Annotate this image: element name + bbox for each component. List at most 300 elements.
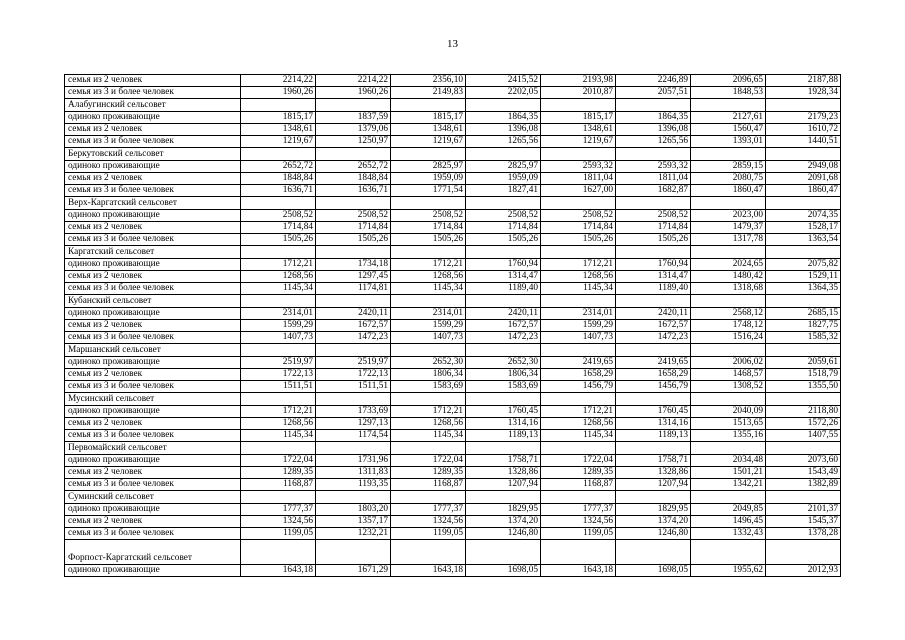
row-label: семья из 3 и более человек	[65, 136, 241, 148]
value-cell: 1803,20	[316, 504, 391, 516]
table-row	[65, 455, 841, 467]
value-cell: 2508,52	[541, 210, 616, 222]
empty-cell	[466, 197, 541, 210]
value-cell: 1472,23	[466, 332, 541, 344]
table-row	[65, 406, 841, 418]
value-cell: 1682,87	[616, 185, 691, 197]
value-cell: 2073,60	[766, 455, 841, 467]
value-cell: 2214,22	[316, 75, 391, 87]
value-cell: 1189,40	[616, 283, 691, 295]
table-row	[65, 565, 841, 577]
value-cell: 1712,21	[391, 259, 466, 271]
table-row	[65, 308, 841, 320]
empty-cell	[766, 540, 841, 565]
value-cell: 1599,29	[391, 320, 466, 332]
empty-cell	[316, 344, 391, 357]
value-cell: 1583,69	[391, 381, 466, 393]
row-label: семья из 2 человек	[65, 222, 241, 234]
value-cell: 1860,47	[691, 185, 766, 197]
value-cell: 1456,79	[541, 381, 616, 393]
value-cell: 1714,84	[316, 222, 391, 234]
section-header-row	[65, 393, 841, 406]
empty-cell	[541, 99, 616, 112]
empty-cell	[241, 197, 316, 210]
value-cell: 2193,98	[541, 75, 616, 87]
value-cell: 1806,34	[391, 369, 466, 381]
empty-cell	[466, 148, 541, 161]
value-cell: 1189,13	[616, 430, 691, 442]
value-cell: 1714,84	[241, 222, 316, 234]
empty-cell	[691, 295, 766, 308]
value-cell: 1712,21	[541, 259, 616, 271]
value-cell: 1722,13	[241, 369, 316, 381]
section-name: Мусинский сельсовет	[65, 393, 241, 406]
table-row	[65, 112, 841, 124]
value-cell: 1318,68	[691, 283, 766, 295]
empty-cell	[391, 393, 466, 406]
section-header-row	[65, 99, 841, 112]
table-row	[65, 185, 841, 197]
value-cell: 1348,61	[391, 124, 466, 136]
value-cell: 1246,80	[466, 528, 541, 540]
empty-cell	[691, 148, 766, 161]
section-name: Кубанский сельсовет	[65, 295, 241, 308]
value-cell: 1811,04	[616, 173, 691, 185]
section-name: Каргатский сельсовет	[65, 246, 241, 259]
value-cell: 1829,95	[466, 504, 541, 516]
value-cell: 1712,21	[391, 406, 466, 418]
value-cell: 1145,34	[391, 283, 466, 295]
value-cell: 1712,21	[241, 259, 316, 271]
table-row	[65, 75, 841, 87]
value-cell: 2057,51	[616, 87, 691, 99]
value-cell: 2074,35	[766, 210, 841, 222]
value-cell: 1324,56	[241, 516, 316, 528]
value-cell: 1145,34	[241, 283, 316, 295]
empty-cell	[616, 99, 691, 112]
section-name: Первомайский сельсовет	[65, 442, 241, 455]
value-cell: 1848,53	[691, 87, 766, 99]
value-cell: 2652,72	[316, 161, 391, 173]
table-row	[65, 222, 841, 234]
row-label: семья из 2 человек	[65, 418, 241, 430]
empty-cell	[241, 491, 316, 504]
value-cell: 1760,45	[466, 406, 541, 418]
empty-cell	[241, 393, 316, 406]
value-cell: 2118,80	[766, 406, 841, 418]
value-cell: 1864,35	[616, 112, 691, 124]
row-label: одиноко проживающие	[65, 308, 241, 320]
row-label: одиноко проживающие	[65, 565, 241, 577]
table-row	[65, 516, 841, 528]
value-cell: 1348,61	[541, 124, 616, 136]
value-cell: 1199,05	[241, 528, 316, 540]
value-cell: 2023,00	[691, 210, 766, 222]
value-cell: 1219,67	[391, 136, 466, 148]
value-cell: 1771,54	[391, 185, 466, 197]
row-label: семья из 3 и более человек	[65, 479, 241, 491]
empty-cell	[691, 344, 766, 357]
empty-cell	[691, 99, 766, 112]
value-cell: 1168,87	[391, 479, 466, 491]
value-cell: 1583,69	[466, 381, 541, 393]
value-cell: 1374,20	[466, 516, 541, 528]
table-row	[65, 357, 841, 369]
empty-cell	[316, 246, 391, 259]
empty-cell	[541, 148, 616, 161]
value-cell: 1193,35	[316, 479, 391, 491]
value-cell: 1355,50	[766, 381, 841, 393]
value-cell: 1672,57	[466, 320, 541, 332]
empty-cell	[766, 393, 841, 406]
value-cell: 1672,57	[616, 320, 691, 332]
empty-cell	[241, 148, 316, 161]
value-cell: 1232,21	[316, 528, 391, 540]
value-cell: 1714,84	[391, 222, 466, 234]
value-cell: 1189,40	[466, 283, 541, 295]
value-cell: 1760,45	[616, 406, 691, 418]
value-cell: 1174,54	[316, 430, 391, 442]
empty-cell	[241, 246, 316, 259]
value-cell: 1314,47	[616, 271, 691, 283]
value-cell: 1314,16	[616, 418, 691, 430]
value-cell: 1815,17	[391, 112, 466, 124]
empty-cell	[391, 295, 466, 308]
empty-cell	[541, 344, 616, 357]
value-cell: 1407,55	[766, 430, 841, 442]
value-cell: 2593,32	[616, 161, 691, 173]
row-label: одиноко проживающие	[65, 455, 241, 467]
row-label: семья из 2 человек	[65, 124, 241, 136]
value-cell: 1501,21	[691, 467, 766, 479]
value-cell: 1396,08	[466, 124, 541, 136]
value-cell: 1250,97	[316, 136, 391, 148]
section-name: Верх-Каргатский сельсовет	[65, 197, 241, 210]
value-cell: 1168,87	[541, 479, 616, 491]
value-cell: 1758,71	[616, 455, 691, 467]
value-cell: 1357,17	[316, 516, 391, 528]
value-cell: 1643,18	[541, 565, 616, 577]
table-row	[65, 369, 841, 381]
empty-cell	[766, 148, 841, 161]
row-label: одиноко проживающие	[65, 210, 241, 222]
value-cell: 1472,23	[316, 332, 391, 344]
value-cell: 2010,87	[541, 87, 616, 99]
value-cell: 1207,94	[466, 479, 541, 491]
value-cell: 2202,05	[466, 87, 541, 99]
value-cell: 1827,75	[766, 320, 841, 332]
value-cell: 1265,56	[466, 136, 541, 148]
section-header-row	[65, 246, 841, 259]
value-cell: 2049,85	[691, 504, 766, 516]
empty-cell	[766, 295, 841, 308]
value-cell: 2420,11	[316, 308, 391, 320]
value-cell: 1480,42	[691, 271, 766, 283]
table-row	[65, 234, 841, 246]
value-cell: 1837,59	[316, 112, 391, 124]
value-cell: 2593,32	[541, 161, 616, 173]
empty-cell	[241, 295, 316, 308]
value-cell: 1289,35	[241, 467, 316, 479]
empty-cell	[616, 344, 691, 357]
table-row	[65, 173, 841, 185]
value-cell: 1407,73	[391, 332, 466, 344]
value-cell: 1297,13	[316, 418, 391, 430]
value-cell: 1714,84	[616, 222, 691, 234]
value-cell: 1289,35	[391, 467, 466, 479]
value-cell: 1268,56	[391, 271, 466, 283]
empty-cell	[766, 442, 841, 455]
value-cell: 1199,05	[391, 528, 466, 540]
value-cell: 2508,52	[616, 210, 691, 222]
value-cell: 1815,17	[541, 112, 616, 124]
empty-cell	[466, 540, 541, 565]
row-label: семья из 2 человек	[65, 320, 241, 332]
value-cell: 1355,16	[691, 430, 766, 442]
value-cell: 2419,65	[541, 357, 616, 369]
row-label: семья из 3 и более человек	[65, 234, 241, 246]
value-cell: 1308,52	[691, 381, 766, 393]
value-cell: 1712,21	[541, 406, 616, 418]
value-cell: 1207,94	[616, 479, 691, 491]
value-cell: 1317,78	[691, 234, 766, 246]
value-cell: 1722,13	[316, 369, 391, 381]
value-cell: 1829,95	[616, 504, 691, 516]
value-cell: 1848,84	[316, 173, 391, 185]
value-cell: 1636,71	[241, 185, 316, 197]
value-cell: 1712,21	[241, 406, 316, 418]
value-cell: 2214,22	[241, 75, 316, 87]
table-row	[65, 271, 841, 283]
value-cell: 1585,32	[766, 332, 841, 344]
value-cell: 1311,83	[316, 467, 391, 479]
value-cell: 1440,51	[766, 136, 841, 148]
value-cell: 2859,15	[691, 161, 766, 173]
value-cell: 2101,37	[766, 504, 841, 516]
value-cell: 2825,97	[391, 161, 466, 173]
value-cell: 1496,45	[691, 516, 766, 528]
value-cell: 2652,72	[241, 161, 316, 173]
value-cell: 1472,23	[616, 332, 691, 344]
row-label: семья из 2 человек	[65, 75, 241, 87]
row-label: семья из 3 и более человек	[65, 430, 241, 442]
row-label: одиноко проживающие	[65, 112, 241, 124]
value-cell: 1698,05	[616, 565, 691, 577]
value-cell: 1627,00	[541, 185, 616, 197]
value-cell: 2179,23	[766, 112, 841, 124]
value-cell: 1572,26	[766, 418, 841, 430]
value-cell: 2508,52	[316, 210, 391, 222]
value-cell: 1636,71	[316, 185, 391, 197]
empty-cell	[766, 491, 841, 504]
empty-cell	[691, 491, 766, 504]
empty-cell	[691, 393, 766, 406]
value-cell: 1543,49	[766, 467, 841, 479]
value-cell: 1955,62	[691, 565, 766, 577]
row-label: семья из 2 человек	[65, 173, 241, 185]
value-cell: 1268,56	[541, 418, 616, 430]
value-cell: 1748,12	[691, 320, 766, 332]
empty-cell	[766, 344, 841, 357]
empty-cell	[541, 393, 616, 406]
empty-cell	[466, 246, 541, 259]
value-cell: 1382,89	[766, 479, 841, 491]
value-cell: 1219,67	[541, 136, 616, 148]
value-cell: 2519,97	[316, 357, 391, 369]
value-cell: 1145,34	[541, 430, 616, 442]
value-cell: 2246,89	[616, 75, 691, 87]
empty-cell	[466, 99, 541, 112]
row-label: семья из 3 и более человек	[65, 332, 241, 344]
empty-cell	[691, 540, 766, 565]
value-cell: 2314,01	[241, 308, 316, 320]
value-cell: 2420,11	[616, 308, 691, 320]
value-cell: 1332,43	[691, 528, 766, 540]
empty-cell	[316, 99, 391, 112]
section-header-row	[65, 148, 841, 161]
value-cell: 1324,56	[541, 516, 616, 528]
value-cell: 1189,13	[466, 430, 541, 442]
value-cell: 1959,09	[466, 173, 541, 185]
value-cell: 1505,26	[391, 234, 466, 246]
value-cell: 1864,35	[466, 112, 541, 124]
value-cell: 1145,34	[241, 430, 316, 442]
value-cell: 1545,37	[766, 516, 841, 528]
value-cell: 1643,18	[391, 565, 466, 577]
value-cell: 2508,52	[391, 210, 466, 222]
value-cell: 1396,08	[616, 124, 691, 136]
value-cell: 1518,79	[766, 369, 841, 381]
empty-cell	[466, 393, 541, 406]
value-cell: 1643,18	[241, 565, 316, 577]
table-row	[65, 161, 841, 173]
value-cell: 2080,75	[691, 173, 766, 185]
table-row	[65, 381, 841, 393]
empty-cell	[391, 197, 466, 210]
value-cell: 2415,52	[466, 75, 541, 87]
row-label: семья из 2 человек	[65, 467, 241, 479]
row-label: одиноко проживающие	[65, 259, 241, 271]
value-cell: 1314,47	[466, 271, 541, 283]
empty-cell	[766, 246, 841, 259]
value-cell: 2949,08	[766, 161, 841, 173]
value-cell: 1560,47	[691, 124, 766, 136]
value-cell: 1328,86	[466, 467, 541, 479]
value-cell: 2568,12	[691, 308, 766, 320]
empty-cell	[691, 442, 766, 455]
value-cell: 1815,17	[241, 112, 316, 124]
value-cell: 1714,84	[466, 222, 541, 234]
value-cell: 1722,04	[391, 455, 466, 467]
row-label: семья из 3 и более человек	[65, 185, 241, 197]
value-cell: 1806,34	[466, 369, 541, 381]
row-label: одиноко проживающие	[65, 357, 241, 369]
table-row	[65, 479, 841, 491]
section-header-row	[65, 540, 841, 565]
row-label: семья из 3 и более человек	[65, 381, 241, 393]
value-cell: 2024,65	[691, 259, 766, 271]
section-name: Беркутовский сельсовет	[65, 148, 241, 161]
empty-cell	[616, 295, 691, 308]
section-header-row	[65, 197, 841, 210]
value-cell: 1324,56	[391, 516, 466, 528]
table-row	[65, 320, 841, 332]
table-row	[65, 87, 841, 99]
value-cell: 2508,52	[466, 210, 541, 222]
row-label: одиноко проживающие	[65, 406, 241, 418]
empty-cell	[466, 442, 541, 455]
section-header-row	[65, 295, 841, 308]
value-cell: 1364,35	[766, 283, 841, 295]
value-cell: 1610,72	[766, 124, 841, 136]
empty-cell	[391, 540, 466, 565]
row-label: семья из 2 человек	[65, 271, 241, 283]
empty-cell	[391, 491, 466, 504]
table-body	[65, 75, 841, 577]
empty-cell	[241, 442, 316, 455]
value-cell: 1407,73	[241, 332, 316, 344]
empty-cell	[766, 99, 841, 112]
value-cell: 2006,02	[691, 357, 766, 369]
empty-cell	[766, 197, 841, 210]
value-cell: 1246,80	[616, 528, 691, 540]
value-cell: 1758,71	[466, 455, 541, 467]
table-row	[65, 136, 841, 148]
row-label: семья из 2 человек	[65, 516, 241, 528]
value-cell: 2652,30	[391, 357, 466, 369]
value-cell: 2091,68	[766, 173, 841, 185]
empty-cell	[616, 442, 691, 455]
section-header-row	[65, 344, 841, 357]
value-cell: 1379,06	[316, 124, 391, 136]
value-cell: 1658,29	[541, 369, 616, 381]
empty-cell	[616, 491, 691, 504]
row-label: одиноко проживающие	[65, 161, 241, 173]
value-cell: 1860,47	[766, 185, 841, 197]
empty-cell	[541, 197, 616, 210]
table-row	[65, 259, 841, 271]
value-cell: 1505,26	[316, 234, 391, 246]
value-cell: 2034,48	[691, 455, 766, 467]
section-header-row	[65, 491, 841, 504]
value-cell: 2314,01	[391, 308, 466, 320]
value-cell: 1960,26	[241, 87, 316, 99]
empty-cell	[466, 491, 541, 504]
value-cell: 1268,56	[391, 418, 466, 430]
value-cell: 1722,04	[241, 455, 316, 467]
row-label: семья из 3 и более человек	[65, 87, 241, 99]
value-cell: 2096,65	[691, 75, 766, 87]
value-cell: 1513,65	[691, 418, 766, 430]
value-cell: 1479,37	[691, 222, 766, 234]
value-cell: 1174,81	[316, 283, 391, 295]
value-cell: 1342,21	[691, 479, 766, 491]
empty-cell	[391, 344, 466, 357]
value-cell: 1529,11	[766, 271, 841, 283]
empty-cell	[541, 442, 616, 455]
value-cell: 1456,79	[616, 381, 691, 393]
section-header-row	[65, 442, 841, 455]
table-row	[65, 528, 841, 540]
value-cell: 1511,51	[316, 381, 391, 393]
value-cell: 1199,05	[541, 528, 616, 540]
value-cell: 1505,26	[616, 234, 691, 246]
value-cell: 1219,67	[241, 136, 316, 148]
value-cell: 1960,26	[316, 87, 391, 99]
value-cell: 2187,88	[766, 75, 841, 87]
value-cell: 1374,20	[616, 516, 691, 528]
value-cell: 1265,56	[616, 136, 691, 148]
